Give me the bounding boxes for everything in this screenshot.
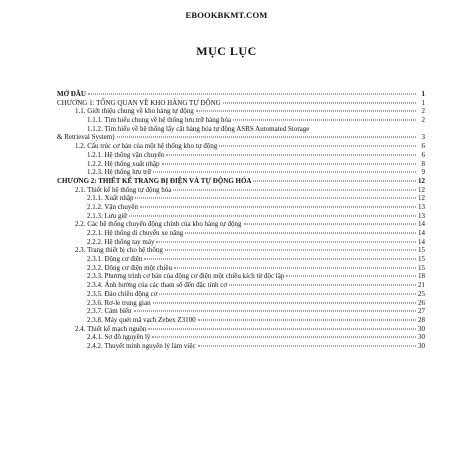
toc-entry-text: 2.1.1. Xuất nhập [87,194,134,203]
toc-entry-page: 21 [418,281,425,290]
toc-entry-text: MỞ ĐẦU [57,90,86,98]
toc-entry-text-line1: 1.1.2. Tìm hiểu về hệ thống lấy cất hàng hóa tự động ASRS Automated Storage [87,124,310,133]
toc-entry-text: 2.1. Thiết kế hệ thống tự động hóa [75,185,172,194]
toc-entry[interactable] [57,212,425,221]
dot-leader [185,233,416,234]
toc-entry-page: 26 [418,298,425,307]
toc-entry-page: 9 [421,168,425,177]
toc-entry-page: 30 [418,324,425,333]
toc-entry-text: 2.2. Các hệ thống chuyển động chính của kho hàng tự động [75,220,242,229]
dot-leader [229,285,416,286]
toc-entry[interactable] [57,246,425,255]
toc-entry[interactable] [57,151,425,160]
toc-entry-page: 6 [421,150,425,159]
toc-entry[interactable] [57,272,425,281]
dot-leader [174,267,416,268]
dot-leader [153,172,416,173]
dot-leader [223,102,416,103]
dot-leader [165,250,416,251]
toc-entry-text: 1.2.1. Hệ thống vận chuyển [87,150,165,159]
toc-entry-page: 12 [418,176,425,185]
toc-entry-page: 30 [418,333,425,342]
toc-entry[interactable] [57,177,425,186]
dot-leader [219,146,416,147]
toc-entry-text: 2.3.4. Ảnh hưởng của các tham số đến đặc tính cơ [87,281,228,290]
toc-entry[interactable] [57,255,425,264]
toc-entry-text: 2.1.3. Lưu giữ [87,211,128,220]
dot-leader [140,206,416,207]
toc-entry-page: 14 [418,237,425,246]
toc-entry-page: 6 [421,142,425,151]
page-title: MỤC LỤC [196,44,257,58]
dot-leader [244,224,416,225]
toc-entry[interactable] [57,220,425,229]
dot-leader [233,120,416,121]
toc-entry-page: 12 [418,194,425,203]
toc-entry-text: 2.3.7. Cảm biến [87,307,132,316]
dot-leader [173,189,416,190]
toc-entry-text: 2.3. Trang thiết bị cho hệ thống [75,246,163,255]
dot-leader [117,137,416,138]
toc-entry-text: CHƯƠNG 1: TỔNG QUAN VỀ KHO HÀNG TỰ ĐỘNG [57,98,221,107]
toc-entry[interactable] [57,90,425,99]
toc-entry-page: 18 [418,272,425,281]
toc-entry-text: 2.3.5. Đảo chiều động cơ [87,289,158,298]
toc-entry[interactable] [57,116,425,125]
toc-entry-page: 13 [418,211,425,220]
toc-entry[interactable] [57,325,425,334]
dot-leader [156,241,416,242]
toc-entry-text: 1.1. Giới thiệu chung về kho hàng tự động [75,107,194,116]
toc-entry-page: 1 [421,90,425,98]
toc-entry-text: 2.3.3. Phương trình cơ bản của động cơ điện một chiều kích từ độc lập [87,272,285,281]
toc-entry-text: 2.2.2. Hệ thống tay máy [87,237,155,246]
toc-entry-text: 2.3.6. Rơ-le trung gian [87,298,151,307]
toc-entry[interactable] [57,307,425,316]
dot-leader [134,311,416,312]
toc-entry-text: 1.2.3. Hệ thống lưu trữ [87,168,152,177]
dot-leader [129,215,416,216]
toc-entry[interactable] [57,333,425,342]
toc-entry-page: 14 [418,220,425,229]
toc-entry-page: 14 [418,229,425,238]
dot-leader [135,198,416,199]
toc-entry[interactable] [57,160,425,169]
toc-entry[interactable] [57,203,425,212]
dot-leader [88,94,416,95]
toc-entry-page: 8 [421,159,425,168]
toc-entry-text: 2.3.2. Động cơ điện một chiều [87,263,172,272]
dot-leader [253,180,416,181]
dot-leader [166,154,416,155]
toc-entry-page: 30 [418,341,425,350]
toc-entry[interactable] [57,125,425,142]
toc-entry-page: 2 [421,107,425,116]
dot-leader [148,328,416,329]
toc-entry-text: 2.4.1. Sơ đồ nguyên lý [87,333,151,342]
toc-entry[interactable] [57,99,425,108]
toc-entry-text-line2: & Retrieval System) [57,133,115,142]
dot-leader [159,293,416,294]
toc-entry-text: 2.3.1. Động cơ điện [87,255,143,264]
toc-entry[interactable] [57,238,425,247]
toc-entry[interactable] [57,316,425,325]
dot-leader [196,111,416,112]
dot-leader [162,163,416,164]
toc-entry[interactable] [57,168,425,177]
toc-entry-text: 2.4.2. Thuyết minh nguyên lý làm việc [87,341,196,350]
toc-entry-text: 2.2.1. Hệ thống di chuyển xe nâng [87,229,184,238]
toc-entry[interactable] [57,142,425,151]
toc-entry-text: 2.1.2. Vận chuyển [87,202,138,211]
toc-entry-text: 1.2. Cấu trúc cơ bản của một hệ thống kho tự động [75,142,218,151]
dot-leader [286,276,416,277]
toc-entry-text: CHƯƠNG 2: THIẾT KẾ TRANG BỊ ĐIỆN VÀ TỰ ĐỘNG HÓA [57,176,252,185]
toc-entry-text: 2.4. Thiết kế mạch nguồn [75,324,147,333]
toc-entry[interactable] [57,264,425,273]
dot-leader [153,302,416,303]
toc-entry[interactable] [57,281,425,290]
toc-entry-page: 27 [418,307,425,316]
dot-leader [198,345,416,346]
toc-entry[interactable] [57,186,425,195]
toc-entry-page: 15 [418,246,425,255]
dot-leader [144,259,416,260]
toc-entry-page: 28 [418,315,425,324]
toc-entry-text: 1.1.1. Tìm hiểu chung về hệ thống lưu trữ hàng hóa [87,116,232,125]
toc-entry-page: 12 [418,185,425,194]
toc-entry[interactable] [57,229,425,238]
toc-entry-page: 13 [418,202,425,211]
toc-entry-page: 15 [418,255,425,264]
toc-entry[interactable] [57,342,425,351]
dot-leader [198,319,416,320]
dot-leader [152,337,416,338]
toc-entry-page: 25 [418,289,425,298]
toc-entry[interactable] [57,299,425,308]
toc-entry[interactable] [57,290,425,299]
toc-entry-text: 2.3.8. Máy quét mã vạch Zebex Z3100 [87,315,196,324]
site-header: EBOOKBKMT.COM [185,10,268,20]
table-of-contents [57,90,425,351]
toc-entry[interactable] [57,107,425,116]
toc-entry[interactable] [57,194,425,203]
toc-entry-page: 15 [418,263,425,272]
toc-entry-page: 1 [421,98,425,107]
toc-entry-text: 1.2.2. Hệ thống xuất nhập [87,159,160,168]
toc-entry-page: 3 [421,133,425,142]
toc-entry-page: 2 [421,116,425,125]
